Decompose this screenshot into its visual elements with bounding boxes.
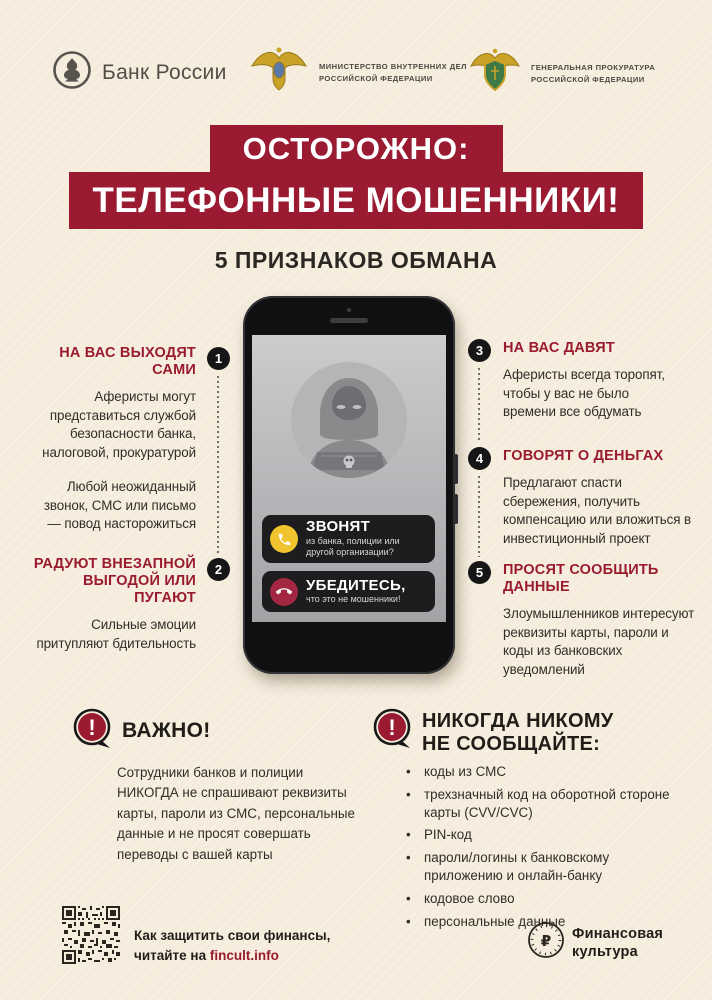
- call-icon: [270, 525, 298, 553]
- ruble-coin-icon: [524, 918, 568, 967]
- title-banner: [0, 125, 712, 229]
- fincult-brand: [572, 925, 663, 961]
- footer-note: [134, 926, 330, 967]
- sign-paragraph: Сильные эмоции притупляют бдительность: [36, 617, 196, 651]
- sign-heading: НА ВАС ВЫХОДЯТ САМИ: [59, 345, 196, 379]
- brand-line2: культура: [572, 944, 638, 961]
- sign-item-2: [26, 556, 196, 653]
- phone-screen: [252, 335, 446, 622]
- fincult-link[interactable]: fincult.info: [209, 948, 279, 964]
- sign-item-1: [42, 345, 196, 534]
- prosecutor-text-line2: РОССИЙСКОЙ ФЕДЕРАЦИИ: [531, 74, 645, 84]
- chat-bubble-verify: [262, 571, 435, 612]
- footer-note-line2-prefix: читайте на: [134, 948, 210, 964]
- prosecutor-logo-text: [531, 62, 655, 85]
- sign-paragraph: Злоумышленников интересуют реквизиты карты, пароли и коды из банковских уведомлений: [503, 606, 695, 677]
- svg-text:!: !: [388, 715, 396, 740]
- never-share-heading-line1: НИКОГДА НИКОМУ: [422, 710, 614, 732]
- prosecutor-emblem-icon: [468, 46, 522, 101]
- sign-number-badge: 4: [468, 447, 491, 470]
- exclamation-bubble-icon: [70, 706, 116, 757]
- sign-paragraph: Аферисты всегда торопят, чтобы у вас не было времени все обдумать: [503, 367, 665, 420]
- bubble-title: ЗВОНЯТ: [306, 518, 371, 536]
- phone-camera-dot: [347, 308, 351, 312]
- mvd-text-line1: МИНИСТЕРСТВО ВНУТРЕННИХ ДЕЛ: [319, 62, 467, 72]
- prosecutor-text-line1: ГЕНЕРАЛЬНАЯ ПРОКУРАТУРА: [531, 63, 656, 73]
- phone-speaker: [330, 318, 368, 323]
- sign-number-badge: 2: [207, 558, 230, 581]
- sign-paragraph: Предлагают спасти сбережения, получить компенсацию или вложиться в инвестиционный проект: [503, 475, 691, 546]
- title-banner-line2: ТЕЛЕФОННЫЕ МОШЕННИКИ!: [69, 172, 643, 229]
- bank-logo-label: Банк России: [102, 60, 227, 84]
- bubble-subtitle: из банка, полиции или другой организации?: [306, 536, 400, 558]
- bank-of-russia-logo: [52, 50, 227, 95]
- sign-heading: НА ВАС ДАВЯТ: [503, 340, 615, 356]
- mvd-logo-text: [319, 61, 467, 84]
- list-item: • персональные данные: [404, 913, 684, 931]
- qr-code: [62, 906, 120, 964]
- never-share-list: [404, 763, 684, 936]
- scammer-avatar: [291, 362, 407, 478]
- phone-side-button: [454, 454, 458, 484]
- sign-heading: ПРОСЯТ СООБЩИТЬ ДАННЫЕ: [503, 562, 659, 596]
- dotted-connector-left: [217, 376, 219, 554]
- chat-bubble-call: [262, 515, 435, 563]
- list-item: • трехзначный код на оборотной стороне карты (CVV/CVC): [404, 786, 684, 822]
- never-share-heading: [422, 710, 614, 756]
- bubble-subtitle: что это не мошенники!: [306, 594, 401, 605]
- brand-line1: Финансовая: [572, 926, 664, 942]
- mvd-emblem-icon: [248, 44, 310, 101]
- dotted-connector-right: [478, 476, 480, 557]
- svg-text:₽: ₽: [540, 932, 552, 950]
- sign-number-badge: 3: [468, 339, 491, 362]
- smartphone: [243, 296, 455, 674]
- poster-subtitle: 5 ПРИЗНАКОВ ОБМАНА: [214, 247, 498, 273]
- sign-number-badge: 1: [207, 347, 230, 370]
- list-item: • PIN-код: [404, 826, 684, 844]
- sign-paragraph: Любой неожиданный звонок, СМС или письмо — повод насторожиться: [43, 479, 196, 532]
- important-heading: ВАЖНО!: [122, 719, 211, 742]
- sign-paragraph: Аферисты могут представиться службой безопасности банка, налоговой, прокуратурой: [42, 389, 196, 460]
- sign-item-5: [503, 562, 699, 679]
- list-item: • кодовое слово: [404, 890, 684, 908]
- footer-note-line1: Как защитить свои финансы,: [134, 928, 331, 943]
- dotted-connector-right: [478, 368, 480, 443]
- sign-number-badge: 5: [468, 561, 491, 584]
- sign-item-3: [503, 340, 681, 422]
- bubble-title: УБЕДИТЕСЬ,: [306, 576, 406, 594]
- hang-up-icon: [270, 578, 298, 606]
- prosecutor-logo: [468, 46, 655, 101]
- hooded-scammer-icon: [291, 362, 407, 478]
- sign-heading: РАДУЮТ ВНЕЗАПНОЙ ВЫГОДОЙ ИЛИ ПУГАЮТ: [33, 556, 196, 607]
- list-item: • пароли/логины к банковскому приложению и онлайн-банку: [404, 849, 684, 885]
- sign-heading: ГОВОРЯТ О ДЕНЬГАХ: [503, 448, 664, 464]
- list-item: • коды из СМС: [404, 763, 684, 781]
- important-body: Сотрудники банков и полиции НИКОГДА не спрашивают реквизиты карты, пароли из СМС, персональные данные и не просят совершать переводы с вашей карты: [117, 765, 355, 862]
- mvd-text-line2: РОССИЙСКОЙ ФЕДЕРАЦИИ: [319, 73, 433, 83]
- phone-side-button: [454, 494, 458, 524]
- bank-eagle-icon: [52, 50, 92, 95]
- exclamation-bubble-icon: [370, 706, 416, 757]
- sign-item-4: [503, 448, 699, 548]
- mvd-logo: [248, 44, 467, 101]
- title-banner-line1: ОСТОРОЖНО:: [210, 125, 503, 172]
- footer-note-line2: [134, 946, 330, 966]
- header-logos: [0, 40, 712, 110]
- never-share-heading-line2: НЕ СООБЩАЙТЕ:: [422, 733, 601, 755]
- svg-text:!: !: [88, 715, 96, 740]
